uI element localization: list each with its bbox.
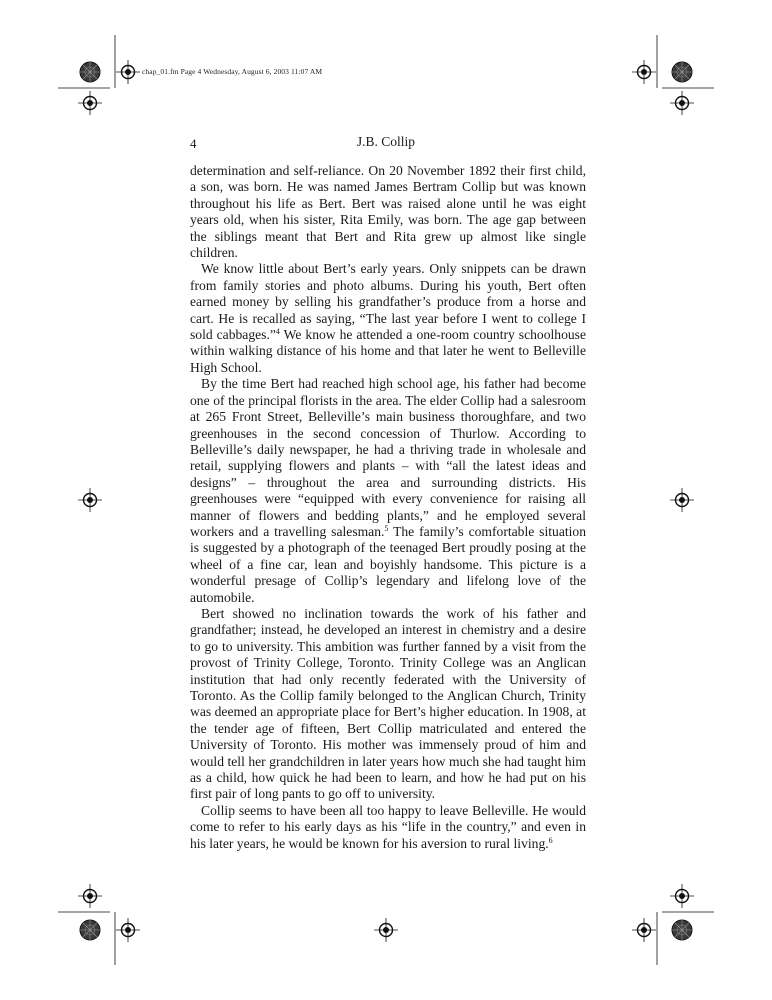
- registration-mark-bottom-right-upper: [670, 884, 694, 908]
- registration-mark-top-right-lower: [670, 91, 694, 115]
- paragraph-3-text-cont: The family’s comfortable situation is suggested by a photograph of the teenaged Bert proudly posing at the wheel of a fine car, lean and boyishly handsome. This picture is a wonderful presage of Collip’s legendary and lifelong love of the automobile.: [190, 523, 586, 605]
- registration-mark-bottom-center: [374, 918, 398, 942]
- star-target-top-right: [672, 62, 692, 82]
- registration-mark-top-left-lower: [78, 91, 102, 115]
- registration-mark-top-left: [116, 60, 140, 84]
- file-slug: chap_01.fm Page 4 Wednesday, August 6, 2003 11:07 AM: [142, 67, 323, 76]
- running-head: J.B. Collip: [356, 134, 416, 149]
- footnote-ref-4[interactable]: 4: [275, 327, 280, 337]
- paragraph-2-text-cont: We know he attended a one-room country schoolhouse within walking distance of his home and that later he went to Belleville High School.: [190, 327, 586, 375]
- paragraph-4-text: Bert showed no inclination towards the work of his father and grandfather; instead, he developed an interest in chemistry and a desire to go to university. This ambition was further fanned by a visit from the provost of Trinity College, Toronto. Trinity College was an Anglican institution that had only recently federated with the University of Toronto. As the Collip family belonged to the Anglican Church, Trinity was deemed an appropriate place for Bert’s higher education. In 1908, at the tender age of fifteen, Bert Collip matriculated and entered the University of Toronto. His mother was immensely proud of him and would tell her grandchildren in later years how much she had taught him as a child, how quick he had been to learn, and how he had put on his first pair of long pants to go off to university.: [190, 605, 586, 802]
- registration-mark-bottom-left: [116, 918, 140, 942]
- page-number: 4: [190, 136, 197, 151]
- registration-mark-bottom-right: [632, 918, 656, 942]
- registration-mark-middle-left: [78, 488, 102, 512]
- paragraph-1-text: determination and self-reliance. On 20 November 1892 their first child, a son, was born. He was named James Bertram Collip but was known throughout his life as Bert. Bert was raised alone until he was eight years old, when his sister, Rita Emily, was born. The age gap between the siblings meant that Bert and Rita grew up almost like single children.: [190, 163, 586, 261]
- paragraph-2-text: We know little about Bert’s early years. Only snippets can be drawn from family stories and photo albums. During his youth, Bert often earned money by selling his grandfather’s produce from a horse and cart. He is recalled as saying, “The last year before I went to college I sold cabbages.”: [190, 261, 586, 343]
- footnote-ref-6[interactable]: 6: [548, 835, 553, 845]
- star-target-bottom-left: [80, 920, 100, 940]
- paragraph-5-text: Collip seems to have been all too happy to leave Belleville. He would come to refer to his early days as his “life in the country,” and even in his later years, he would be known for his aversion to rural living.: [190, 802, 586, 851]
- paragraph-3-text: By the time Bert had reached high school age, his father had become one of the principal florists in the area. The elder Collip had a salesroom at 265 Front Street, Belleville’s main business thoroughfare, and two greenhouses in the second concession of Thurlow. According to Belleville’s daily newspaper, he had a thriving trade in wholesale and retail, supplying flowers and plants – with “all the latest ideas and designs” – throughout the area and surrounding districts. His greenhouses were “equipped with every convenience for raising all manner of flowers and bedding plants,” and he employed several workers and a travelling salesman.: [190, 376, 586, 539]
- star-target-bottom-right: [672, 920, 692, 940]
- registration-mark-bottom-left-upper: [78, 884, 102, 908]
- registration-mark-top-right: [632, 60, 656, 84]
- registration-mark-middle-right: [670, 488, 694, 512]
- star-target-top-left: [80, 62, 100, 82]
- footnote-ref-5[interactable]: 5: [384, 523, 389, 533]
